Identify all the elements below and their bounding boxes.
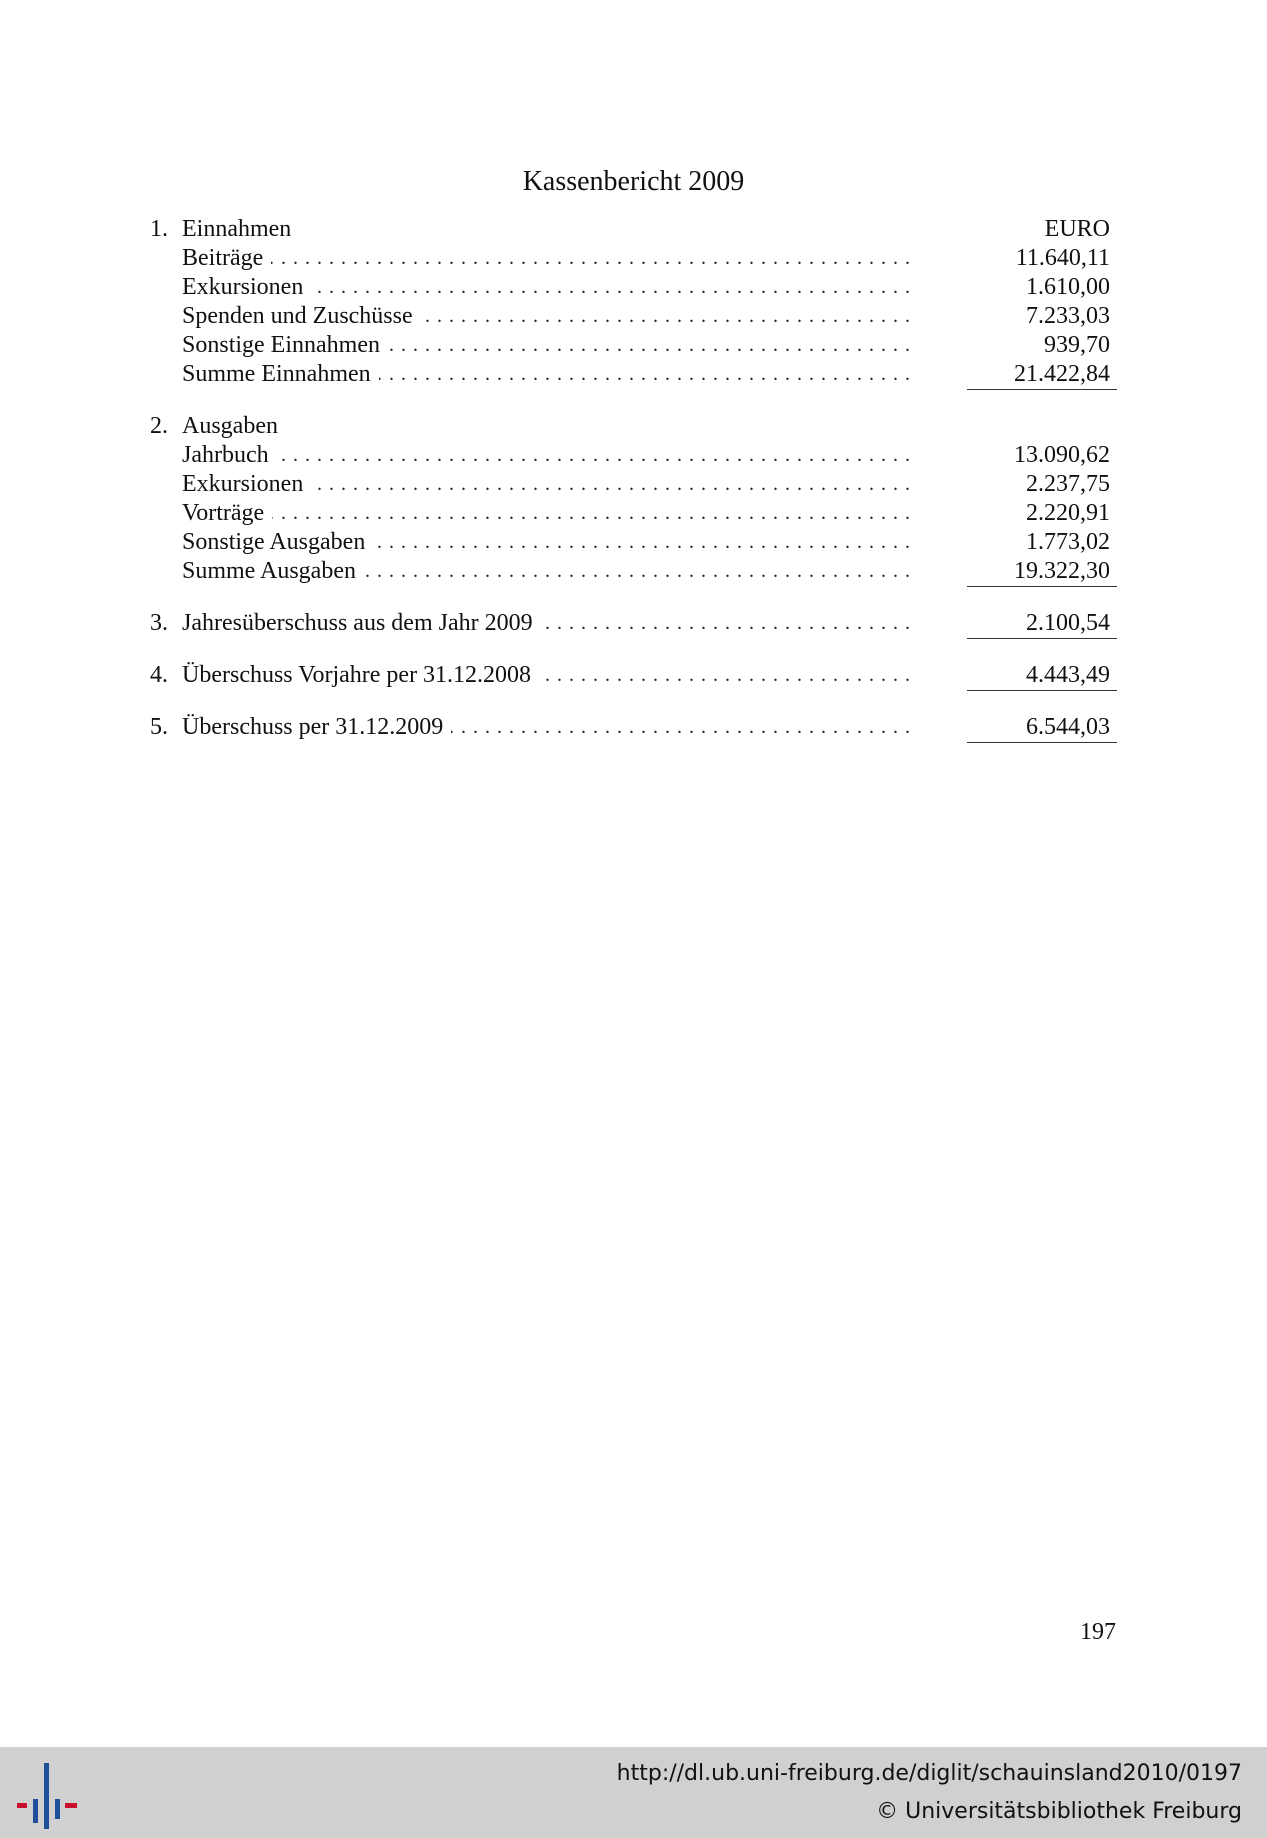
section-number: 3. — [150, 610, 168, 636]
page-title: Kassenbericht 2009 — [522, 166, 745, 197]
section-number: 2. — [150, 413, 168, 439]
annual-surplus-row — [150, 609, 1117, 638]
income-total-row — [150, 360, 1117, 389]
section-number: 5. — [150, 714, 168, 740]
row-value: 19.322,30 — [967, 557, 1117, 587]
row-label: Überschuss per 31.12.2009 — [182, 714, 451, 740]
row-value: 2.100,54 — [967, 609, 1117, 639]
section-title: Ausgaben — [182, 413, 278, 439]
expenses-row-yearbook — [150, 441, 1117, 470]
row-value: 13.090,62 — [967, 441, 1117, 470]
section-number: 1. — [150, 216, 168, 242]
row-label: Exkursionen — [182, 471, 311, 497]
leader-dots — [182, 470, 1097, 499]
row-value: 1.610,00 — [967, 273, 1117, 302]
currency-label: EURO — [967, 215, 1117, 244]
university-library-logo-icon — [17, 1761, 81, 1831]
page-number: 197 — [1080, 1619, 1116, 1645]
row-label: Vorträge — [182, 500, 272, 526]
expenses-row-excursions — [150, 470, 1117, 499]
footer-copyright: © Universitätsbibliothek Freiburg — [876, 1799, 1242, 1824]
row-label: Sonstige Ausgaben — [182, 529, 373, 555]
row-value: 21.422,84 — [967, 360, 1117, 390]
total-surplus-row — [150, 713, 1117, 742]
prior-surplus-row — [150, 661, 1117, 690]
expenses-row-other — [150, 528, 1117, 557]
section-title-wrap — [182, 215, 1097, 244]
expenses-header — [150, 412, 1117, 441]
row-value: 1.773,02 — [967, 528, 1117, 558]
expenses-row-lectures — [150, 499, 1117, 528]
section-title: Einnahmen — [182, 216, 292, 242]
row-label: Jahrbuch — [182, 442, 277, 468]
row-value: 4.443,49 — [967, 661, 1117, 691]
leader-dots — [182, 441, 1097, 470]
row-label: Überschuss Vorjahre per 31.12.2008 — [182, 662, 539, 688]
income-row-donations — [150, 302, 1117, 331]
section-number: 4. — [150, 662, 168, 688]
row-value: 2.220,91 — [967, 499, 1117, 528]
footer-band — [0, 1747, 1267, 1838]
income-row-contributions — [150, 244, 1117, 273]
row-value: 2.237,75 — [967, 470, 1117, 499]
row-label: Sonstige Einnahmen — [182, 332, 388, 358]
row-value: 6.544,03 — [967, 713, 1117, 743]
row-label: Beiträge — [182, 245, 271, 271]
row-label: Exkursionen — [182, 274, 311, 300]
expenses-total-row — [150, 557, 1117, 586]
prior-surplus-section — [150, 661, 1117, 690]
cash-report — [150, 215, 1117, 765]
row-value: 11.640,11 — [967, 244, 1117, 273]
row-label: Jahresüberschuss aus dem Jahr 2009 — [182, 610, 541, 636]
income-header — [150, 215, 1117, 244]
leader-dots — [182, 273, 1097, 302]
row-value: 7.233,03 — [967, 302, 1117, 331]
leader-dots — [182, 499, 1097, 528]
row-label: Summe Ausgaben — [182, 558, 364, 584]
leader-dots — [182, 244, 1097, 273]
annual-surplus-section — [150, 609, 1117, 638]
income-section — [150, 215, 1117, 389]
row-label: Spenden und Zuschüsse — [182, 303, 421, 329]
income-row-other — [150, 331, 1117, 360]
footer-url-link[interactable]: http://dl.ub.uni-freiburg.de/diglit/schauinsland2010/0197 — [616, 1761, 1242, 1786]
total-surplus-section — [150, 713, 1117, 742]
row-label: Summe Einnahmen — [182, 361, 379, 387]
expenses-section — [150, 412, 1117, 586]
row-value: 939,70 — [967, 331, 1117, 361]
income-row-excursions — [150, 273, 1117, 302]
